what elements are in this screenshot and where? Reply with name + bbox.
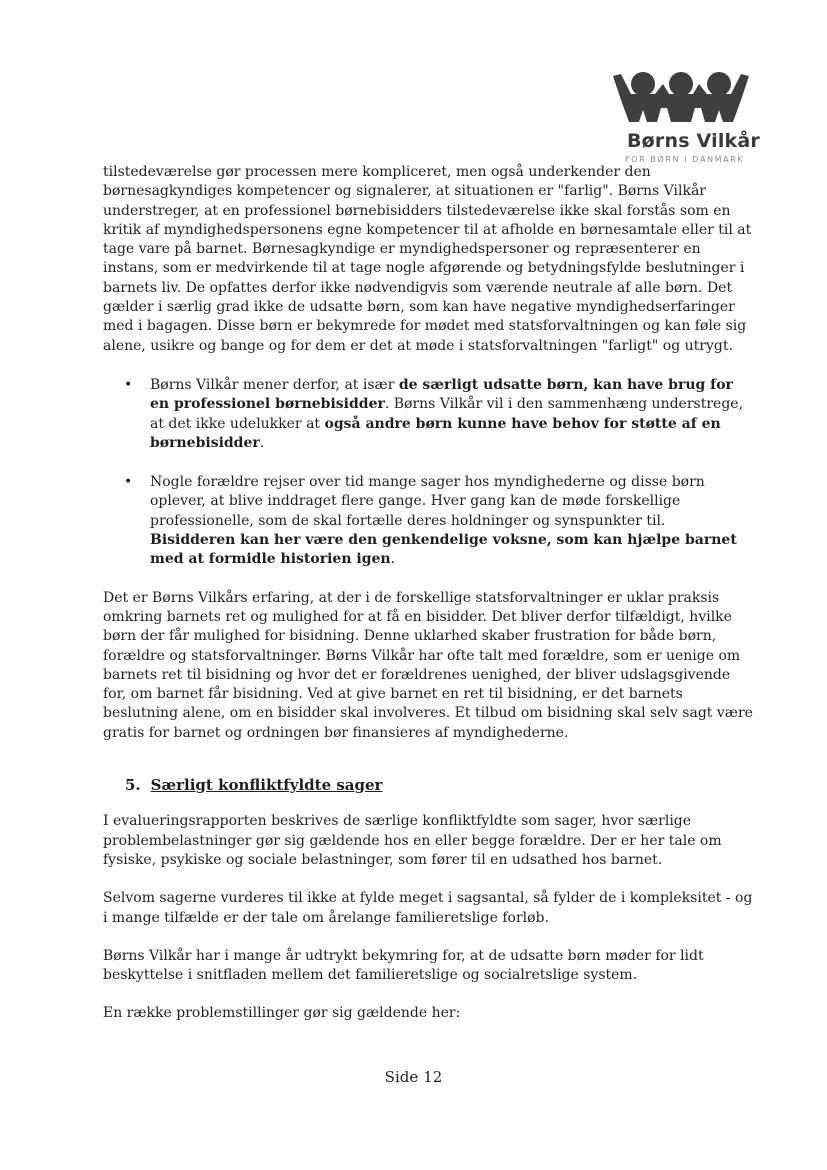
page-number: 12 bbox=[423, 1068, 443, 1086]
document-body bbox=[103, 163, 753, 1024]
list-item: • Børns Vilkår mener derfor, at især de særligt udsatte børn, kan have brug for en professionel børnebisidder. Børns Vilkår vil i den sammenhæng understrege, at det ikke udelukker at også andre børn kunne have behov for støtte af en børnebisidder. bbox=[103, 376, 753, 453]
paragraph: Det er Børns Vilkårs erfaring, at der i de forskellige statsforvaltninger er uklar praksis omkring barnets ret og mulighed for at få en bisidder. Det bliver derfor tilfældigt, hvilke børn der får mulighed for bisidning. Denne uklarhed skaber frustration for både børn, forældre og statsforvaltninger. Børns Vilkår har ofte talt med forældre, som er uenige om barnets ret til bisidning og hvor det er forældrenes uenighed, der bliver udslagsgivende for, om barnet får bisidning. Ved at give barnet en ret til bisidning, er det barnets beslutning alene, om en bisidder skal involveres. Et tilbud om bisidning skal selv sagt være gratis for barnet og ordningen bør finansieres af myndighederne. bbox=[103, 589, 753, 741]
section-number: 5. bbox=[125, 776, 141, 795]
paragraph: Børns Vilkår har i mange år udtrykt bekymring for, at de udsatte børn møder for lidt beskyttelse i snitfladen mellem det familieretslige og socialretslige system. bbox=[103, 947, 704, 984]
page-label: Side bbox=[384, 1068, 419, 1086]
page-footer bbox=[0, 1068, 827, 1086]
borns-vilkar-logo bbox=[605, 70, 760, 170]
bullet-list bbox=[103, 376, 753, 570]
list-item: • Nogle forældre rejser over tid mange sager hos myndighederne og disse børn oplever, at blive inddraget flere gange. Hver gang kan de møde forskellige professionelle, som de skal fortælle deres holdninger og synspunkter til. Bisidderen kan her være den genkendelige voksne, som kan hjælpe barnet med at formidle historien igen. bbox=[103, 473, 753, 569]
logo-name: Børns Vilkår bbox=[627, 130, 760, 152]
paragraph: Selvom sagerne vurderes til ikke at fylde meget i sagsantal, så fylder de i kompleksitet - og i mange tilfælde er der tale om årelange familieretslige forløb. bbox=[103, 890, 753, 926]
logo-tagline: FOR BØRN I DANMARK bbox=[625, 155, 745, 164]
section-heading bbox=[103, 776, 753, 795]
children-logo-icon bbox=[611, 70, 751, 128]
section-title: Særligt konfliktfyldte sager bbox=[150, 776, 383, 795]
paragraph: tilstedeværelse gør processen mere kompliceret, men også underkender den børnesagkyndiges kompetencer og signalerer, at situationen er "farlig". Børns Vilkår understreger, at en professionel børnebisidders tilstedeværelse ikke skal forstås som en kritik af myndighedspersonens egne kompetencer til at afholde en børnesamtale eller til at tage vare på barnet. Børnesagkyndige er myndighedspersoner og repræsenterer en instans, som er medvirkende til at tage nogle afgørende og betydningsfylde beslutninger i barnets liv. De opfattes derfor ikke nødvendigvis som værende neutrale af alle børn. Det gælder i særlig grad ikke de udsatte børn, som kan have negative myndighedserfaringer med i bagagen. Disse børn er bekymrede for mødet med statsforvaltningen og kan føle sig alene, usikre og bange og for dem er det at møde i statsforvaltningen "farligt" og utrygt. bbox=[103, 164, 752, 354]
paragraph: I evalueringsrapporten beskrives de særlige konfliktfyldte som sager, hvor særlige problembelastninger gør sig gældende hos en eller begge forældre. Der er her tale om fysiske, psykiske og sociale belastninger, som fører til en udsathed hos barnet. bbox=[103, 813, 722, 868]
paragraph: En række problemstillinger gør sig gældende her: bbox=[103, 1005, 461, 1022]
